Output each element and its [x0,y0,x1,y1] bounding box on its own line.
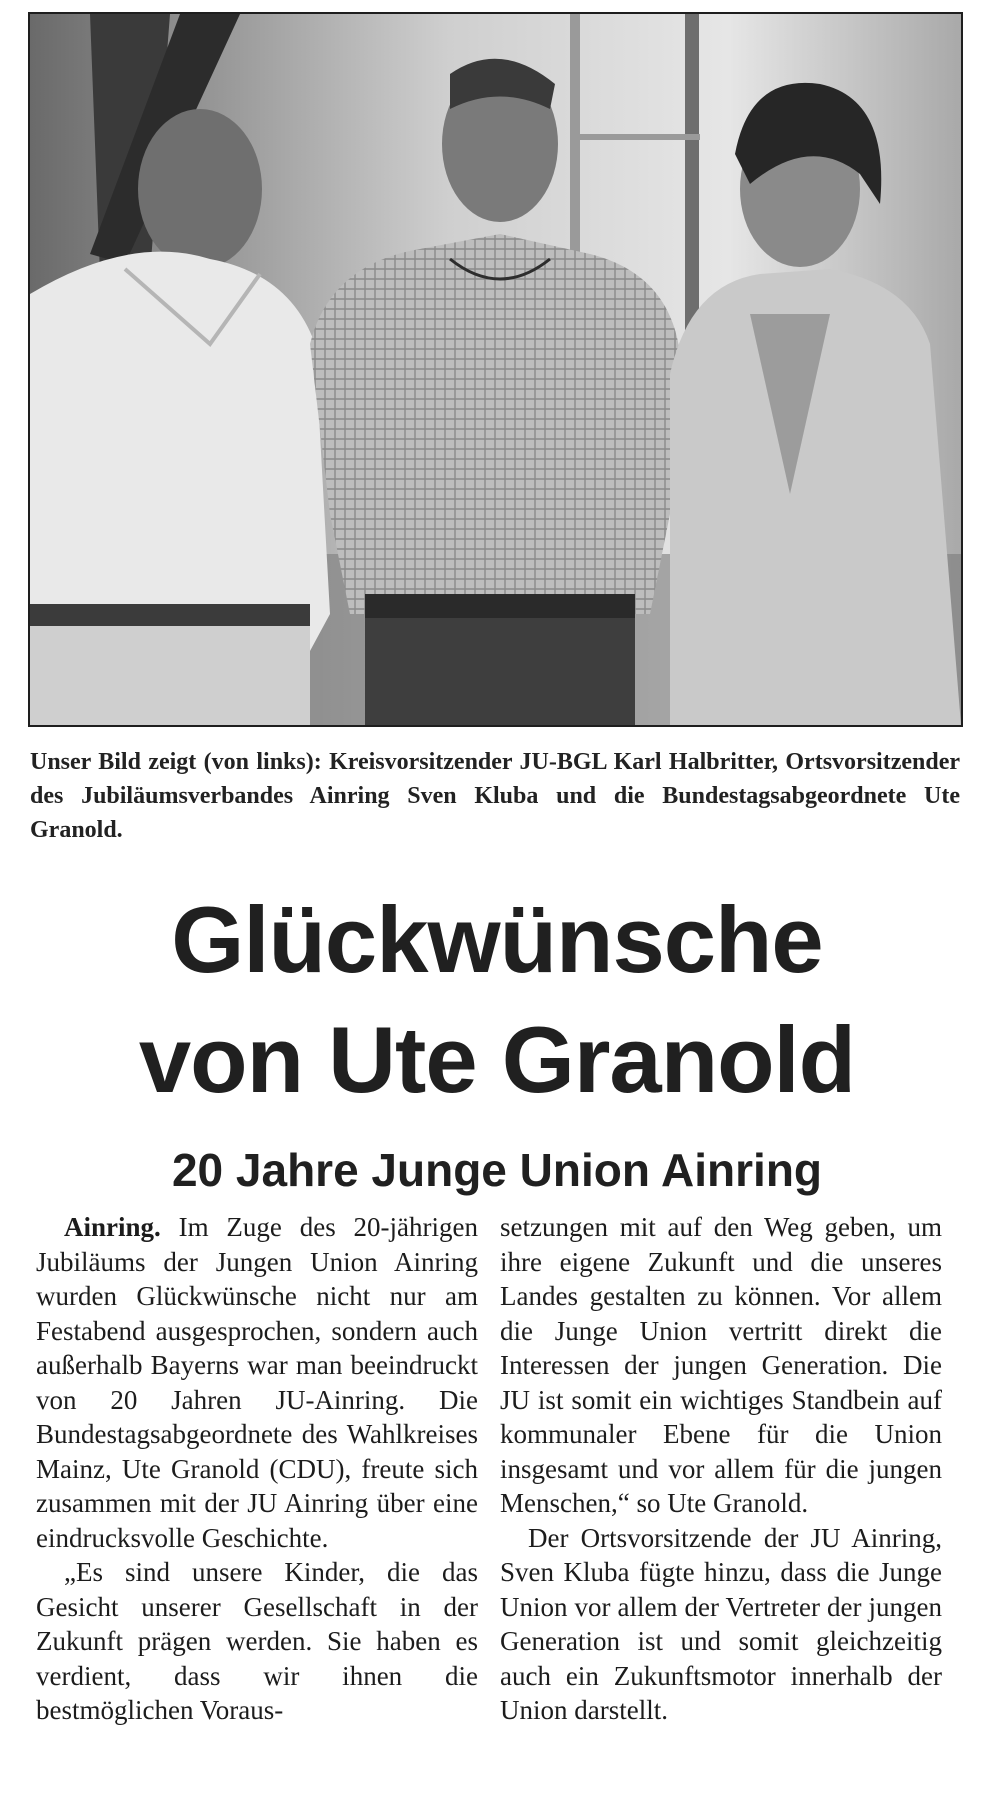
photo-caption: Unser Bild zeigt (von links): Kreisvorsitzender JU-BGL Karl Halbritter, Ortsvorsitzender des Jubiläumsverbandes Ainring Sven Kluba und die Bundestagsabgeordnete Ute Granold. [30,749,960,843]
article-paragraph: „Es sind unsere Kinder, die das Gesicht unserer Gesellschaft in der Zukunft prägen werden. Sie haben es verdient, dass wir ihnen die bestmöglichen Voraus- [36,1557,478,1725]
subheadline: 20 Jahre Junge Union Ainring [171,1144,823,1196]
group-photo-icon [30,14,961,725]
headline-line-1: Glückwünsche [171,887,823,992]
article-column-right [500,1210,942,1728]
headline-line-2: von Ute Granold [138,1007,856,1112]
article-paragraph [36,1210,478,1555]
article-column-left [36,1210,478,1728]
headline [0,880,994,1120]
article-paragraph-text: Im Zuge des 20-jährigen Jubiläums der Jungen Union Ainring wurden Glückwünsche nicht nur am Festabend ausgesprochen, sondern auch außerhalb Bayerns war man beeindruckt von 20 Jahren JU-Ainring. Die Bundestagsabgeordnete des Wahlkreises Mainz, Ute Granold (CDU), freute sich zusammen mit der JU Ainring über eine eindrucksvolle Geschichte. [36,1212,478,1553]
dateline: Ainring. [64,1212,161,1242]
news-photo [28,12,963,727]
article-paragraph: Der Ortsvorsitzende der JU Ainring, Sven Kluba fügte hinzu, dass die Junge Union vor allem der Vertreter der jungen Generation ist und somit gleichzeitig auch ein Zukunftsmotor innerhalb der Union darstellt. [500,1522,942,1725]
article-paragraph: setzungen mit auf den Weg geben, um ihre eigene Zukunft und die unseres Landes gestalten zu können. Vor allem die Junge Union vertritt direkt die Interessen der jungen Generation. Die JU ist somit ein wichtiges Standbein auf kommunaler Ebene für die Union insgesamt und vor allem für die jungen Menschen,“ so Ute Granold. [500,1212,942,1518]
